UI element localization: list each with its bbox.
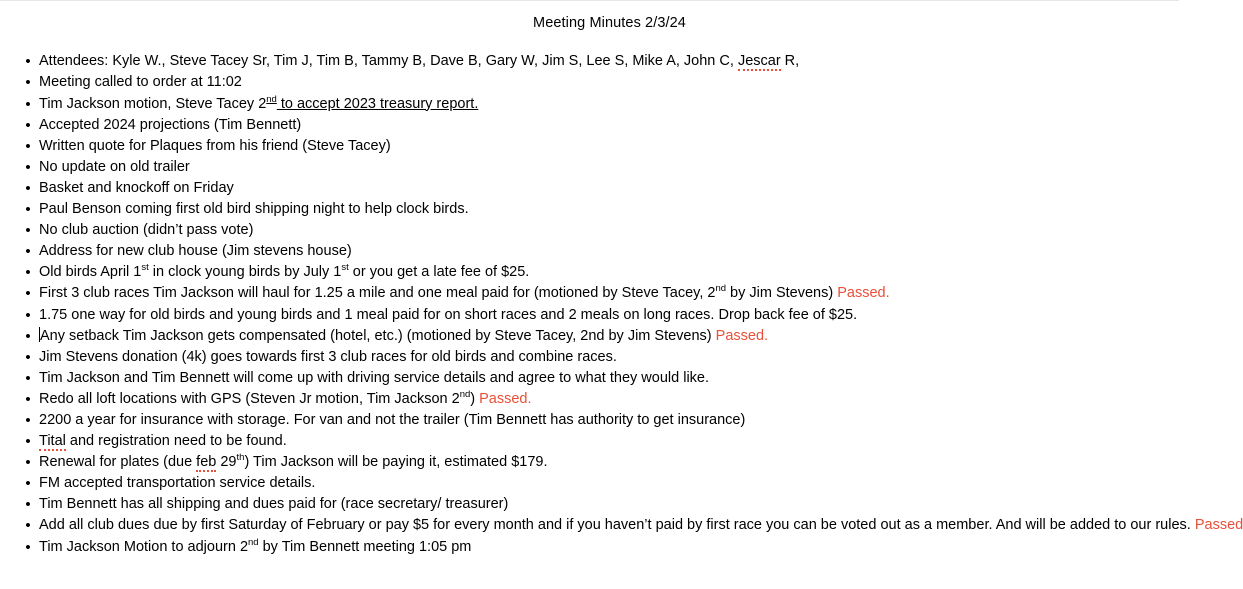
- bullet-icon: •: [25, 53, 31, 71]
- list-item-text: Accepted 2024 projections (Tim Bennett): [39, 116, 302, 133]
- bullet-icon: •: [25, 95, 31, 113]
- page-title: Meeting Minutes 2/3/24: [533, 15, 686, 31]
- list-item-jim-stevens-donation: [0, 347, 1179, 368]
- bullet-icon: •: [25, 264, 31, 282]
- list-item-setback-compensation: [0, 326, 1179, 347]
- list-item-text: Jim Stevens donation (4k) goes towards first 3 club races for old birds and combine races.: [39, 348, 617, 365]
- list-item-insurance: [0, 410, 1179, 431]
- list-item-text: Tim Jackson and Tim Bennett will come up with driving service details and agree to what they would like.: [39, 369, 710, 386]
- bullet-icon: •: [25, 222, 31, 240]
- bullet-icon: •: [25, 306, 31, 324]
- bullet-icon: •: [25, 369, 31, 387]
- list-item-text: Tim Bennett has all shipping and dues paid for (race secretary/ treasurer): [39, 496, 509, 513]
- list-item-text: FM accepted transportation service details.: [39, 475, 316, 492]
- list-item-title-registration: [0, 431, 1179, 452]
- list-item-text: 2200 a year for insurance with storage. For van and not the trailer (Tim Bennett has authority to get insurance): [39, 411, 746, 428]
- list-item-projections-accepted: [0, 115, 1179, 136]
- list-item-text: Attendees: Kyle W., Steve Tacey Sr, Tim J, Tim B, Tammy B, Dave B, Gary W, Jim S, Lee S, Mike A, John C, Jescar R,: [39, 53, 800, 70]
- bullet-icon: •: [25, 137, 31, 155]
- list-item-text: Renewal for plates (due feb 29th) Tim Jackson will be paying it, estimated $179.: [39, 452, 548, 471]
- list-item-driving-service-details: [0, 368, 1179, 389]
- bullet-icon: •: [25, 390, 31, 408]
- list-item-treasury-report-motion: [0, 94, 1179, 115]
- bullet-icon: •: [25, 74, 31, 92]
- list-item-text: Old birds April 1st in clock young birds by July 1st or you get a late fee of $25.: [39, 262, 530, 281]
- bullet-icon: •: [25, 411, 31, 429]
- list-item-text: No club auction (didn’t pass vote): [39, 222, 254, 239]
- list-item-text: Address for new club house (Jim stevens house): [39, 243, 352, 260]
- ordinal-suffix: st: [341, 262, 349, 274]
- bullet-icon: •: [25, 179, 31, 197]
- bullet-icon: •: [25, 327, 31, 345]
- list-item-shipping-dues-paid: [0, 494, 1179, 515]
- list-item-text: 1.75 one way for old birds and young birds and 1 meal paid for on short races and 2 meals on long races. Drop back fee of $25.: [39, 306, 858, 323]
- list-item-text: Tital and registration need to be found.: [39, 433, 287, 450]
- bullet-icon: •: [25, 348, 31, 366]
- list-item-called-to-order: [0, 72, 1179, 93]
- list-item-text: Add all club dues due by first Saturday of February or pay $5 for every month and if you haven’t paid by first race you can be voted out as a member. And will be added to our rules. Passed: [39, 517, 1243, 534]
- list-item-text: No update on old trailer: [39, 158, 190, 175]
- list-item-old-birds-dates: [0, 262, 1179, 283]
- bullet-icon: •: [25, 496, 31, 514]
- list-item-adjourn: [0, 537, 1179, 558]
- bullet-icon: •: [25, 454, 31, 472]
- passed-marker: Passed.: [837, 285, 890, 302]
- list-item-mileage-meals: [0, 305, 1179, 326]
- bullet-icon: •: [25, 538, 31, 556]
- spelling-error: feb: [196, 454, 217, 471]
- ordinal-suffix: th: [236, 452, 245, 464]
- list-item-text: Paul Benson coming first old bird shipping night to help clock birds.: [39, 201, 469, 218]
- list-item-old-trailer: [0, 157, 1179, 178]
- list-item-text: Written quote for Plaques from his friend (Steve Tacey): [39, 137, 391, 154]
- list-item-attendees: [0, 51, 1179, 72]
- bullet-icon: •: [25, 433, 31, 451]
- list-item-paul-benson: [0, 199, 1179, 220]
- ordinal-suffix: nd: [266, 93, 277, 105]
- passed-marker: Passed.: [479, 390, 532, 407]
- spelling-error: Jescar: [737, 53, 781, 70]
- list-item-text: Tim Jackson Motion to adjourn 2nd by Tim Bennett meeting 1:05 pm: [39, 536, 472, 555]
- passed-marker: Passed: [1194, 517, 1243, 534]
- list-item-club-dues: [0, 515, 1243, 536]
- list-item-gps-loft-locations: [0, 389, 1179, 410]
- list-item-text: Redo all loft locations with GPS (Steven Jr motion, Tim Jackson 2nd) Passed.: [39, 389, 532, 407]
- list-item-club-auction: [0, 220, 1179, 241]
- ordinal-suffix: nd: [459, 389, 471, 401]
- list-item-text: Basket and knockoff on Friday: [39, 179, 234, 196]
- passed-marker: Passed.: [715, 327, 769, 344]
- bullet-icon: •: [25, 285, 31, 303]
- list-item-club-house-address: [0, 241, 1179, 262]
- bullet-icon: •: [25, 158, 31, 176]
- list-item-plaques-quote: [0, 136, 1179, 157]
- list-item-first-3-club-races: [0, 283, 1179, 304]
- ordinal-suffix: st: [141, 262, 149, 274]
- list-item-basket-knockoff: [0, 178, 1179, 199]
- ordinal-suffix: nd: [248, 536, 259, 548]
- bullet-icon: •: [25, 201, 31, 219]
- list-item-plate-renewal: [0, 452, 1179, 473]
- list-item-text: Meeting called to order at 11:02: [39, 74, 242, 91]
- list-item-text: Any setback Tim Jackson gets compensated (hotel, etc.) (motioned by Steve Tacey, 2nd by Jim Stevens) Passed.: [40, 327, 769, 344]
- minutes-bullet-list: [0, 51, 1243, 557]
- list-item-text: Tim Jackson motion, Steve Tacey 2nd to accept 2023 treasury report.: [39, 93, 479, 112]
- bullet-icon: •: [25, 475, 31, 493]
- bullet-icon: •: [25, 116, 31, 134]
- bullet-icon: •: [25, 517, 31, 535]
- ordinal-suffix: nd: [715, 283, 727, 295]
- spelling-error: Tital: [39, 433, 66, 450]
- list-item-text: First 3 club races Tim Jackson will haul for 1.25 a mile and one meal paid for (motioned by Steve Tacey, 2nd by Jim Stevens) Passed.: [39, 283, 890, 302]
- bullet-icon: •: [25, 243, 31, 261]
- list-item-fm-transportation: [0, 473, 1179, 494]
